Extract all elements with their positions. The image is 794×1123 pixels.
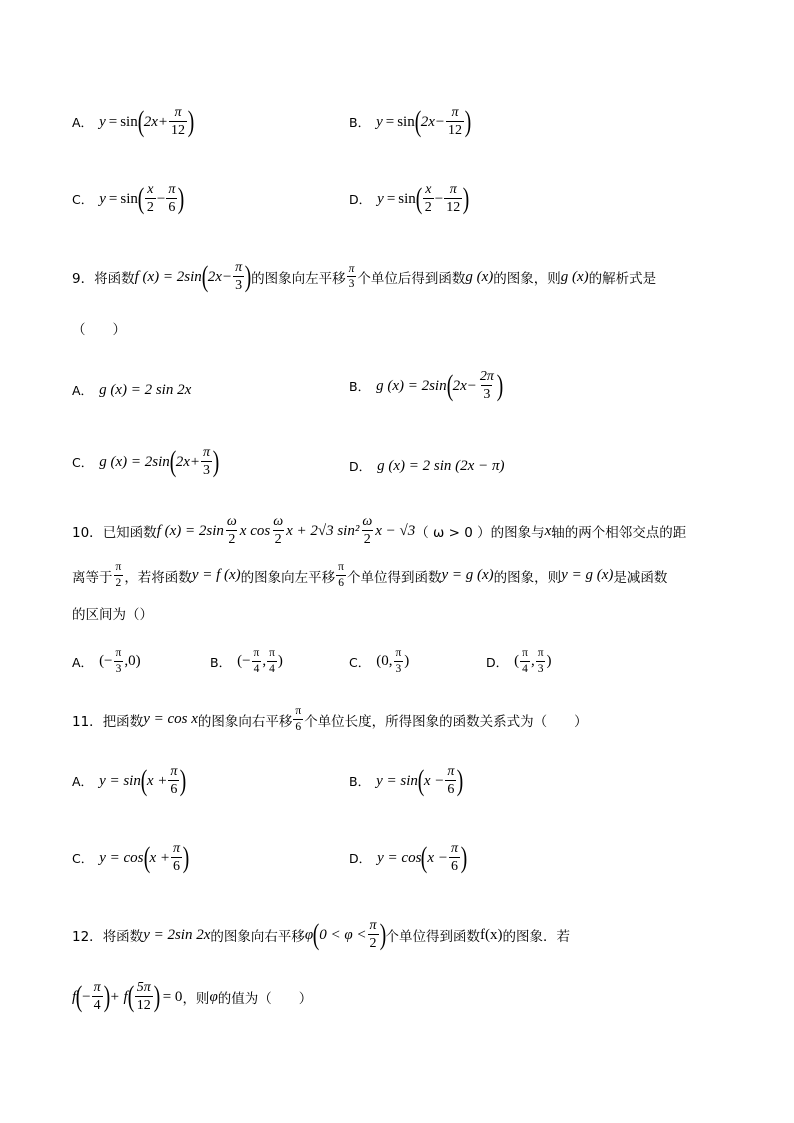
fraction xyxy=(446,106,464,138)
var-phi: φ xyxy=(304,926,314,943)
fraction-den: 2 xyxy=(274,532,282,547)
option-label: B． xyxy=(349,379,371,394)
q10-stem-line3 xyxy=(72,603,153,623)
left-paren: ( xyxy=(140,764,148,797)
math-expression xyxy=(292,706,304,733)
q9-option-b xyxy=(349,370,503,402)
fraction-num: π xyxy=(168,182,176,197)
fraction xyxy=(169,106,187,138)
left-paren: ( xyxy=(143,841,150,874)
fraction xyxy=(252,648,262,675)
var-y: y xyxy=(376,113,383,130)
function-f: f (x) = 2sin xyxy=(134,268,202,285)
fraction-den: 3 xyxy=(235,278,243,293)
option-label: D． xyxy=(486,654,509,670)
function-g: g (x) xyxy=(560,268,589,285)
function-y: y = cos x xyxy=(143,711,198,727)
function-y: y = cos xyxy=(377,849,422,866)
fraction-den: 3 xyxy=(203,463,211,478)
var-y: y xyxy=(99,113,106,130)
question-text: 的区间为（） xyxy=(72,607,153,623)
question-text: 是减函数 xyxy=(613,569,668,586)
function-g: g (x) = 2sin xyxy=(376,377,447,394)
right-paren: ) xyxy=(496,369,504,402)
math-expression xyxy=(72,981,182,1013)
q9-stem xyxy=(72,261,656,293)
condition: （ ω > 0 ） xyxy=(415,525,491,541)
fraction-den: 6 xyxy=(295,720,302,733)
fraction xyxy=(368,919,379,951)
fraction-num: x xyxy=(147,182,154,197)
fraction-den: 4 xyxy=(253,662,260,675)
q10-option-a xyxy=(72,648,141,675)
option-label: C． xyxy=(349,654,371,670)
term: x cos xyxy=(239,522,271,539)
term: x − √3 xyxy=(375,522,416,539)
fraction-den: 2 xyxy=(115,576,122,589)
fraction-num: 5π xyxy=(136,980,151,995)
left-paren: ( xyxy=(446,369,453,402)
q8-option-c xyxy=(72,183,184,215)
option-label: B． xyxy=(349,774,371,789)
fraction xyxy=(478,370,496,402)
arg-pre: 2x+ xyxy=(175,453,201,470)
fraction-num: π xyxy=(235,260,243,275)
fraction-num: π xyxy=(173,841,181,856)
q10-stem-line1 xyxy=(72,515,686,547)
math-expression xyxy=(99,842,189,874)
fraction xyxy=(166,183,177,215)
math-expression xyxy=(376,648,409,675)
fraction-num: π xyxy=(170,764,178,779)
q10-option-c xyxy=(349,648,409,675)
math-expression xyxy=(99,446,219,478)
right-paren: ) xyxy=(103,980,110,1013)
question-text: 把函数 xyxy=(102,713,144,730)
q9-answer-paren xyxy=(72,318,126,338)
fraction-den: 4 xyxy=(522,662,528,675)
option-label: B． xyxy=(349,115,371,130)
function-y: y = 2sin 2x xyxy=(143,926,211,943)
left-paren: ( xyxy=(415,182,423,215)
left-paren: ( xyxy=(414,105,421,138)
fraction xyxy=(393,648,403,675)
fraction-den: 3 xyxy=(115,662,122,675)
minus: − xyxy=(156,190,166,207)
function-f: y = f (x) xyxy=(191,567,241,583)
function-g: g (x) = 2sin xyxy=(99,453,170,470)
question-text: 的值为（ ） xyxy=(217,991,313,1007)
q10-option-d xyxy=(486,648,552,675)
var-y: y xyxy=(99,190,106,207)
arg-pre: x + xyxy=(146,772,168,789)
q11-option-b xyxy=(349,765,463,797)
right-paren: ) xyxy=(178,182,185,215)
question-number: 12． xyxy=(72,929,103,945)
interval-close: ) xyxy=(277,653,283,669)
fraction-den: 2 xyxy=(424,200,432,215)
option-label: D． xyxy=(349,851,372,866)
math-expression xyxy=(377,842,467,874)
question-text: 的图象向右平移 xyxy=(197,713,293,730)
plus-f: + f xyxy=(109,988,128,1005)
fraction-num: 2π xyxy=(479,369,494,384)
fraction-den: 6 xyxy=(338,576,344,589)
math-expression xyxy=(237,648,283,675)
fraction-den: 6 xyxy=(168,200,176,215)
function-g: y = g (x) xyxy=(441,567,494,583)
arg-pre: 2x− xyxy=(207,268,233,285)
fraction xyxy=(520,648,530,675)
left-paren: ( xyxy=(127,980,134,1013)
question-text: 的图象向右平移 xyxy=(210,929,305,945)
question-text: 将函数 xyxy=(94,271,135,287)
equals: = xyxy=(108,190,118,207)
math-expression xyxy=(113,562,125,589)
fraction-den: 2 xyxy=(228,532,236,547)
question-text: 个单位得到函数 xyxy=(385,929,481,945)
math-expression xyxy=(135,261,252,293)
math-expression: g (x) = 2 sin 2x xyxy=(99,381,192,398)
question-number: 11． xyxy=(72,713,103,730)
interval-open: (− xyxy=(237,653,251,669)
fraction xyxy=(225,515,239,547)
fraction-num: π xyxy=(522,647,528,659)
option-label: C． xyxy=(72,851,94,866)
equals: = xyxy=(108,113,118,130)
question-number: 10． xyxy=(72,525,103,541)
math-expression xyxy=(99,765,186,797)
arg-pre: x − xyxy=(427,849,448,866)
comma: , xyxy=(530,653,535,669)
fraction-num: π xyxy=(93,980,101,995)
fraction xyxy=(168,765,179,797)
fraction-num: ω xyxy=(362,514,373,529)
fraction xyxy=(267,648,277,675)
fraction-num: π xyxy=(369,918,377,933)
right-paren: ) xyxy=(460,841,468,874)
option-label: A． xyxy=(72,654,94,670)
comma: , xyxy=(262,653,267,669)
math-expression xyxy=(377,183,469,215)
sin-fn: sin xyxy=(120,113,138,130)
fraction-num: π xyxy=(115,647,122,659)
math-expression xyxy=(335,562,347,589)
option-label: A． xyxy=(72,115,94,130)
right-paren: ) xyxy=(182,841,190,874)
fraction xyxy=(445,765,456,797)
fraction-den: 12 xyxy=(136,998,151,1013)
fraction-den: 2 xyxy=(363,532,371,547)
arg-pre: x + xyxy=(149,849,171,866)
math-expression xyxy=(305,919,386,951)
interval-open: ( xyxy=(514,653,520,669)
right-paren: ) xyxy=(457,764,464,797)
fraction-num: π xyxy=(115,561,122,573)
fraction-den: 6 xyxy=(450,859,458,874)
left-paren: ( xyxy=(421,841,428,874)
q8-option-a xyxy=(72,106,194,138)
question-text: 的图象，则 xyxy=(493,271,561,287)
arg-pre: 2x+ xyxy=(143,113,168,130)
option-label: C． xyxy=(72,455,94,470)
question-text: 的图象向左平移 xyxy=(240,569,336,586)
equals-zero: = 0 xyxy=(162,988,183,1005)
fraction xyxy=(233,261,244,293)
question-text: 离等于 xyxy=(72,569,113,586)
right-paren: ) xyxy=(463,182,470,215)
fraction xyxy=(135,981,153,1013)
fraction-den: 2 xyxy=(369,936,377,951)
fraction xyxy=(145,183,156,215)
left-paren: ( xyxy=(417,764,425,797)
fraction-den: 4 xyxy=(269,662,275,675)
left-paren: ( xyxy=(137,182,145,215)
function-y: y = cos xyxy=(99,849,144,866)
fraction-den: 2 xyxy=(146,200,154,215)
question-text: 的图象．若 xyxy=(502,929,571,945)
fraction-den: 3 xyxy=(395,662,402,675)
math-expression xyxy=(157,515,416,547)
arg-pre: 2x− xyxy=(452,377,477,394)
question-text: 的解析式是 xyxy=(588,271,657,287)
function-f: f(x) xyxy=(480,926,503,943)
fraction xyxy=(347,264,357,291)
sin-fn: sin xyxy=(398,190,416,207)
math-expression xyxy=(376,106,471,138)
fraction-num: π xyxy=(537,647,544,659)
q12-stem-line1 xyxy=(72,919,570,951)
option-label: C． xyxy=(72,192,94,207)
fraction-den: 12 xyxy=(446,200,461,215)
fraction-num: π xyxy=(395,647,402,659)
option-label: D． xyxy=(349,192,372,207)
fraction-den: 6 xyxy=(447,782,455,797)
fraction-num: ω xyxy=(273,514,284,529)
fraction-num: π xyxy=(450,841,458,856)
fraction xyxy=(336,562,346,589)
right-paren: ) xyxy=(379,918,386,951)
q9-option-d xyxy=(349,457,504,475)
fraction-num: π xyxy=(295,705,302,717)
fraction-num: π xyxy=(449,182,457,197)
fraction-den: 3 xyxy=(483,387,491,402)
option-label: A． xyxy=(72,774,94,789)
question-text: 个单位得到函数 xyxy=(346,569,442,586)
left-paren: ( xyxy=(201,260,209,293)
math-expression xyxy=(376,370,503,402)
interval-open: (0, xyxy=(376,653,393,669)
q11-option-d xyxy=(349,842,467,874)
left-paren: ( xyxy=(169,445,177,478)
math-expression xyxy=(99,183,184,215)
minus: − xyxy=(82,988,91,1005)
math-expression xyxy=(376,765,463,797)
fraction xyxy=(293,706,303,733)
q11-option-c xyxy=(72,842,189,874)
answer-blank: （ ） xyxy=(72,322,126,338)
right-paren: ) xyxy=(187,105,195,138)
fraction-num: π xyxy=(253,647,260,659)
sin-fn: sin xyxy=(120,190,138,207)
fraction xyxy=(360,515,374,547)
interval-close: ) xyxy=(404,653,410,669)
question-text: 已知函数 xyxy=(102,525,157,541)
fraction-den: 3 xyxy=(348,278,355,290)
question-text: ，则 xyxy=(182,991,210,1007)
right-paren: ) xyxy=(153,980,160,1013)
q9-option-c xyxy=(72,446,219,478)
function-g: y = g (x) xyxy=(561,567,614,583)
question-text: 个单位长度，所得图象的函数关系式为（ ） xyxy=(304,713,588,730)
fraction xyxy=(449,842,460,874)
q10-stem-line2 xyxy=(72,562,667,589)
fraction-den: 4 xyxy=(93,998,101,1013)
fraction xyxy=(271,515,285,547)
var-phi: φ xyxy=(209,988,218,1005)
fraction-den: 3 xyxy=(537,662,544,675)
question-text: 轴的两个相邻交点的距 xyxy=(551,525,687,541)
fraction-den: 6 xyxy=(170,782,178,797)
question-number: 9． xyxy=(72,271,95,287)
arg-pre: x − xyxy=(423,772,445,789)
function-f: f xyxy=(72,988,77,1005)
interval-open: (− xyxy=(99,653,113,669)
question-text: 的图象与 xyxy=(490,525,545,541)
left-paren: ( xyxy=(137,105,144,138)
fraction-num: π xyxy=(447,764,455,779)
fraction xyxy=(114,648,124,675)
fraction xyxy=(536,648,546,675)
interval-close: ,0) xyxy=(124,653,141,669)
interval-close: ) xyxy=(546,653,552,669)
fraction xyxy=(444,183,462,215)
fraction-num: π xyxy=(348,262,355,275)
sin-fn: sin xyxy=(397,113,415,130)
fraction xyxy=(92,981,103,1013)
option-label: D． xyxy=(349,459,372,474)
condition: 0 < φ < xyxy=(319,926,367,943)
fraction-den: 12 xyxy=(448,123,463,138)
fraction-num: π xyxy=(451,105,459,120)
fraction xyxy=(423,183,434,215)
option-label: B． xyxy=(210,654,232,670)
math-expression xyxy=(99,106,194,138)
math-expression xyxy=(99,648,141,675)
q8-option-b xyxy=(349,106,471,138)
fraction-den: 12 xyxy=(171,123,185,138)
right-paren: ) xyxy=(212,445,220,478)
question-text: ，若将函数 xyxy=(124,569,192,586)
fraction xyxy=(201,446,212,478)
fraction-num: ω xyxy=(226,514,237,529)
fraction xyxy=(114,562,124,589)
question-text: 个单位后得到函数 xyxy=(357,271,466,287)
q11-option-a xyxy=(72,765,186,797)
q10-option-b xyxy=(210,648,283,675)
function-g: g (x) xyxy=(465,268,494,285)
right-paren: ) xyxy=(180,764,187,797)
question-text: 的图象，则 xyxy=(493,569,562,586)
math-expression xyxy=(514,648,551,675)
equals: = xyxy=(386,190,396,207)
q12-stem-line2 xyxy=(72,981,312,1013)
function-y: y = sin xyxy=(99,772,141,789)
option-label: A． xyxy=(72,383,94,398)
q11-stem xyxy=(72,706,588,733)
fraction-den: 6 xyxy=(173,859,181,874)
q8-option-d xyxy=(349,183,469,215)
question-text: 的图象向左平移 xyxy=(251,271,346,287)
arg-pre: 2x− xyxy=(420,113,446,130)
right-paren: ) xyxy=(464,105,472,138)
fraction-num: π xyxy=(269,647,275,659)
left-paren: ( xyxy=(312,918,320,951)
math-expression xyxy=(346,264,358,291)
equals: = xyxy=(385,113,395,130)
var-y: y xyxy=(377,190,384,207)
fraction xyxy=(171,842,182,874)
function-y: y = sin xyxy=(376,772,418,789)
question-text: 将函数 xyxy=(102,929,144,945)
function-f: f (x) = 2sin xyxy=(156,522,224,539)
term: x + 2√3 sin² xyxy=(286,522,360,539)
fraction-num: π xyxy=(203,445,211,460)
fraction-num: π xyxy=(338,561,344,573)
fraction-num: x xyxy=(425,182,432,197)
left-paren: ( xyxy=(75,980,83,1013)
math-expression: g (x) = 2 sin (2x − π) xyxy=(377,457,505,474)
fraction-num: π xyxy=(174,105,182,120)
var-x: x xyxy=(544,522,552,539)
q9-option-a xyxy=(72,381,191,399)
minus: − xyxy=(434,190,444,207)
right-paren: ) xyxy=(244,260,252,293)
